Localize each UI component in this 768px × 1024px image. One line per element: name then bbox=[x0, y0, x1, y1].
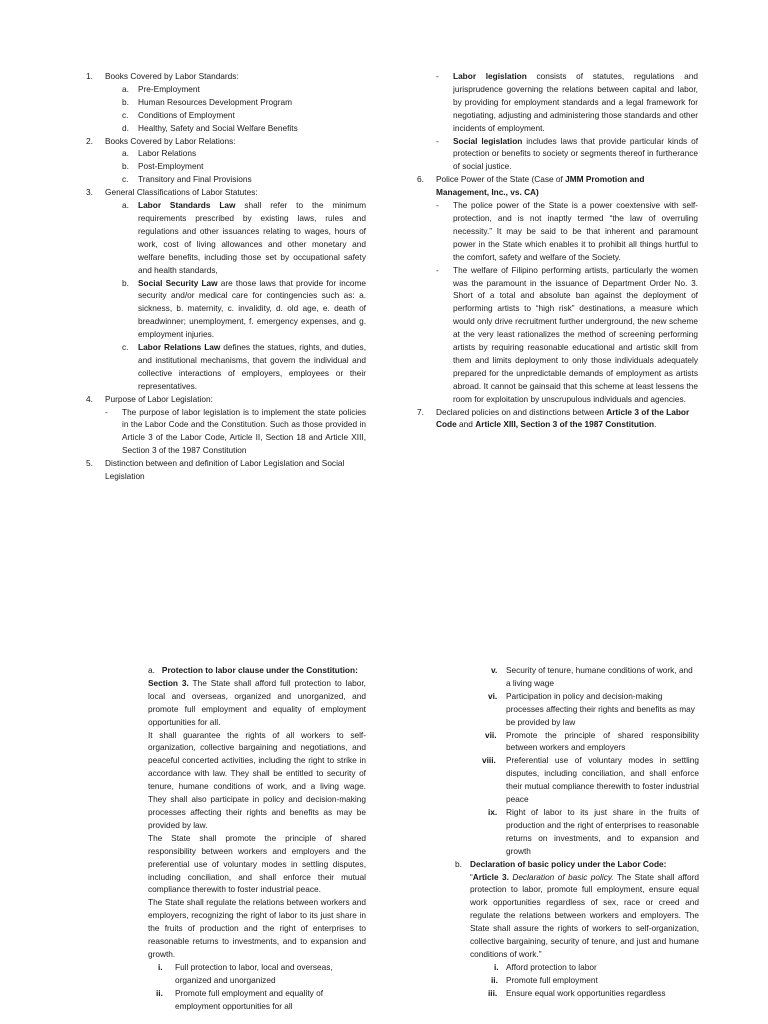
roman-list-item: v. Security of tenure, humane conditions of work, and a living wage bbox=[491, 665, 693, 688]
sub-item-social-security-law: b. Social Security Law are those laws that provide for income security and/or medical care for contingencies such as: a. sickness, b. maternity, c. invalidity, d. old age, e. death of breadwinner; unemployment, f. emergency expenses, and g. employment injuries. bbox=[122, 277, 366, 340]
page2-left-column bbox=[148, 664, 366, 1012]
dash-paragraph: - The police power of the State is a power coextensive with self-protection, and is not inaptly termed “the law of overruling necessity.” It may be said to be that inherent and paramount power in the State which enables it to prohibit all things hurtful to the comfort, safety and welfare of the Society. bbox=[436, 200, 698, 262]
sub-item: a. Labor Relations bbox=[122, 148, 197, 159]
sub-item: a. Pre-Employment bbox=[122, 83, 200, 94]
sub-item: c. Transitory and Final Provisions bbox=[122, 174, 252, 185]
item-number: 1. bbox=[86, 71, 93, 81]
list-item-6: 6. Police Power of the State (Case of JMM Promotion and Management, Inc., vs. CA) bbox=[417, 174, 645, 198]
list-item-3: 3. General Classifications of Labor Statutes: bbox=[86, 187, 258, 198]
roman-list-item: ii. Promote full employment and equality of employment opportunities for all bbox=[156, 987, 324, 1011]
list-item-2: 2. Books Covered by Labor Relations: bbox=[86, 135, 236, 146]
sub-item: b. Human Resources Development Program bbox=[122, 96, 293, 107]
roman-list-item: viii. Preferential use of voluntary modes in settling disputes, including conciliation, and shall enforce their mutual compliance therewith to foster industrial peace bbox=[482, 755, 699, 805]
roman-list-item: vii. Promote the principle of shared responsibility between workers and employers bbox=[485, 729, 699, 753]
paragraph: It shall guarantee the rights of all workers to self-organization, collective bargaining and negotiations, and peaceful concerted activities, including the right to strike in accordance with law. They shall be entitled to security of tenure, humane conditions of work, and a living wage. They shall also participate in policy and decision-making processes affecting their rights and benefits as may be provided by law. bbox=[148, 729, 366, 830]
roman-list-item: iii. Ensure equal work opportunities regardless bbox=[488, 987, 666, 998]
page1-right-column bbox=[417, 70, 698, 431]
sub-item: c. Conditions of Employment bbox=[122, 109, 235, 120]
dash-paragraph: - The purpose of labor legislation is to implement the state policies in the Labor Code and the Constitution. Such as those provided in Article 3 of the Labor Code, Article II, Section 18 and Article XIII, Section 3 of the 1987 Constitution bbox=[105, 406, 366, 456]
roman-list-item: i. Afford protection to labor bbox=[494, 961, 597, 972]
sub-item: b. Post-Employment bbox=[122, 161, 204, 172]
paragraph: The State shall promote the principle of shared responsibility between workers and employers and the preferential use of voluntary modes in settling disputes, including conciliation, and shall enforce their mutual compliance therewith to foster industrial peace. bbox=[148, 832, 366, 895]
list-item-7: 7. Declared policies on and distinctions between Article 3 of the Labor Code and Article XIII, Section 3 of the 1987 Constitution. bbox=[417, 406, 690, 430]
roman-list-item: vi. Participation in policy and decision-making processes affecting their rights and benefits as may be provided by law bbox=[488, 690, 695, 727]
sub-item-labor-standards-law: a. Labor Standards Law shall refer to the minimum requirements prescribed by existing laws, rules and regulations and other issuances relating to wages, hours of work, cost of living allowances and other monetary and welfare benefits, including those set by occupational safety and health standards, bbox=[122, 200, 366, 275]
sub-item-labor-relations-law: c. Labor Relations Law defines the statues, rights, and duties, and institutional mechanisms, that govern the individual and collective interactions of employers, employees or their representatives. bbox=[122, 342, 366, 391]
section-heading: a. Protection to labor clause under the Constitution: bbox=[148, 665, 358, 675]
item-heading: Books Covered by Labor Relations: bbox=[105, 135, 236, 146]
list-item-1 bbox=[86, 70, 366, 83]
page2-right-column bbox=[455, 664, 699, 1000]
definition-labor-legislation: - Labor legislation consists of statutes, regulations and jurisprudence governing the relations between capital and labor, by providing for employment standards and a legal framework for negotiating, adjusting and administering those standards and other incidents of employment. bbox=[436, 71, 698, 133]
article-3-quote: “Article 3. Declaration of basic policy. The State shall afford protection to labor, promote full employment, ensure equal work opportunities regardless of sex, race or creed and regulate the relations between workers and employers. The State shall assure the rights of workers to self-organization, collective bargaining, security of tenure, and just and humane conditions of work.” bbox=[470, 871, 699, 959]
list-item-4: 4. Purpose of Labor Legislation: bbox=[86, 393, 213, 404]
list-item-5: 5. Distinction between and definition of Labor Legislation and Social Legislation bbox=[86, 458, 345, 482]
roman-list-item: i. Full protection to labor, local and overseas, organized and unorganized bbox=[158, 961, 333, 985]
sub-item: d. Healthy, Safety and Social Welfare Benefits bbox=[122, 122, 298, 133]
roman-list-item: ii. Promote full employment bbox=[491, 974, 598, 985]
paragraph: The State shall regulate the relations between workers and employers, recognizing the right of labor to its just share in the fruits of production and the right of enterprises to reasonable returns to investments, and to expansion and growth. bbox=[148, 897, 366, 959]
item-heading: Books Covered by Labor Standards: bbox=[105, 71, 239, 81]
item-heading: Distinction between and definition of Labor Legislation and Social Legislation bbox=[105, 458, 345, 482]
dash-paragraph: - The welfare of Filipino performing artists, particularly the women was the paramount in the issuance of Department Order No. 3. Short of a total and absolute ban against the deployment of performing artists to “high risk” destinations, a measure which would only drive recruitment further underground, the new scheme at the very least rationalizes the method of screening performing artists by requiring reasonable educational and artistic skill from them and limits deployment to only those individuals adequately prepared for the unpredictable demands of employment as artists abroad. It cannot be gainsaid that this scheme at least lessens the room for exploitation by unscrupulous individuals and agencies. bbox=[436, 264, 698, 404]
roman-list-item: ix. Right of labor to its just share in the fruits of production and the right of enterprises to reasonable returns on investments, and to expansion and growth bbox=[488, 806, 699, 856]
definition-social-legislation: - Social legislation includes laws that provide particular kinds of protection or benefits to society or segments thereof in furtherance of social justice. bbox=[436, 135, 699, 172]
item-heading: Purpose of Labor Legislation: bbox=[105, 393, 213, 404]
page1-left-column bbox=[86, 70, 366, 483]
item-heading: General Classifications of Labor Statutes: bbox=[105, 187, 258, 198]
paragraph: Section 3. The State shall afford full protection to labor, local and overseas, organized and unorganized, and promote full employment and equality of employment opportunities for all. bbox=[148, 677, 366, 727]
section-heading-b: b. Declaration of basic policy under the Labor Code: bbox=[455, 858, 667, 869]
